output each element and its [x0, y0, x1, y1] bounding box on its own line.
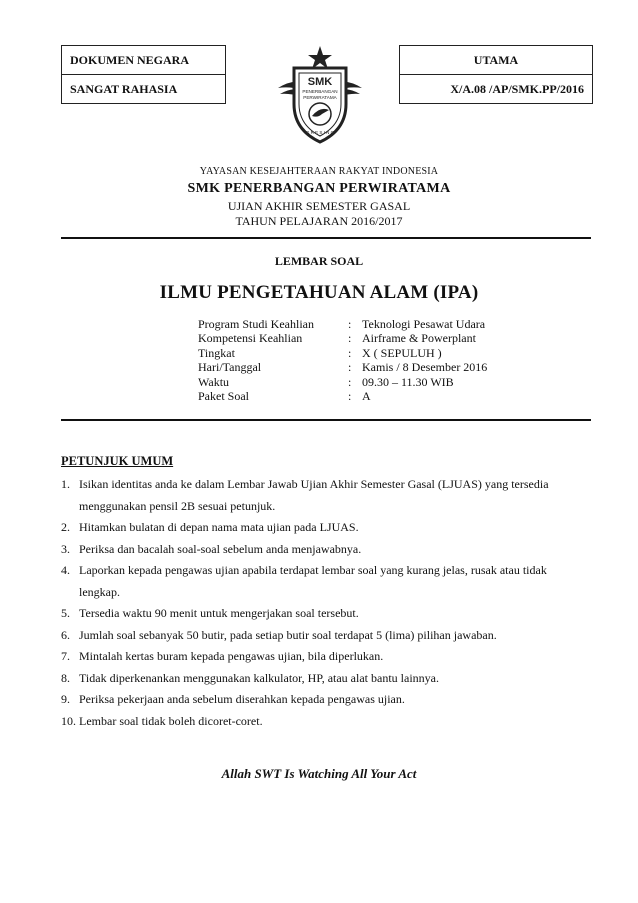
item-number: 2.	[61, 520, 70, 534]
motto: Allah SWT Is Watching All Your Act	[221, 766, 417, 781]
info-value: A	[362, 388, 371, 403]
list-item	[61, 625, 581, 647]
school-name: SMK PENERBANGAN PERWIRATAMA	[187, 181, 451, 196]
header-divider	[61, 237, 591, 239]
list-item	[61, 646, 581, 668]
svg-text:PERWIRATAMA: PERWIRATAMA	[303, 95, 337, 100]
item-text: Hitamkan bulatan di depan nama mata ujian pada LJUAS.	[79, 520, 359, 534]
info-colon: :	[348, 345, 352, 360]
list-item	[61, 603, 581, 625]
list-item	[61, 517, 581, 539]
school-emblem-icon	[272, 44, 368, 146]
item-number: 5.	[61, 606, 70, 620]
document-code-box	[399, 45, 593, 104]
info-row	[198, 360, 487, 374]
info-row	[198, 389, 487, 403]
item-text: Jumlah soal sebanyak 50 butir, pada setiap butir soal terdapat 5 (lima) pilihan jawaban.	[79, 627, 497, 642]
info-colon: :	[348, 374, 352, 389]
info-label: Tingkat	[198, 345, 235, 360]
item-number: 10.	[61, 713, 76, 728]
item-number: 1.	[61, 477, 70, 491]
info-colon: :	[348, 317, 352, 331]
svg-text:G R E S I N G: G R E S I N G	[305, 130, 335, 135]
list-item	[61, 668, 581, 690]
subject-title: ILMU PENGETAHUAN ALAM (IPA)	[159, 282, 479, 303]
exam-name: UJIAN AKHIR SEMESTER GASAL	[227, 199, 411, 213]
document-category: UTAMA	[473, 52, 519, 67]
academic-year: TAHUN PELAJARAN 2016/2017	[235, 214, 403, 228]
info-colon: :	[348, 331, 352, 346]
list-item	[61, 711, 581, 733]
document-type: DOKUMEN NEGARA	[70, 52, 189, 67]
info-value: Airframe & Powerplant	[362, 331, 476, 346]
list-item	[61, 474, 581, 517]
info-row	[198, 375, 487, 389]
info-value: 09.30 – 11.30 WIB	[362, 374, 454, 389]
list-item	[61, 539, 581, 561]
item-number: 7.	[61, 649, 70, 663]
item-number: 6.	[61, 627, 70, 642]
instructions-list	[61, 474, 581, 732]
item-number: 9.	[61, 692, 70, 706]
list-item	[61, 689, 581, 711]
item-text: Lembar soal tidak boleh dicoret-coret.	[79, 713, 263, 728]
info-colon: :	[348, 360, 352, 375]
item-number: 8.	[61, 670, 70, 685]
item-text: Tidak diperkenankan menggunakan kalkulator, HP, atau alat bantu lainnya.	[79, 670, 439, 685]
info-label: Kompetensi Keahlian	[198, 331, 303, 346]
info-value: X ( SEPULUH )	[362, 345, 442, 360]
info-row	[198, 346, 487, 360]
secrecy-level: SANGAT RAHASIA	[62, 74, 225, 103]
svg-text:PENERBANGAN: PENERBANGAN	[302, 89, 338, 94]
info-colon: :	[348, 388, 352, 403]
list-item	[61, 560, 581, 603]
item-number: 3.	[61, 541, 70, 556]
item-text: Mintalah kertas buram kepada pengawas ujian, bila diperlukan.	[79, 649, 384, 663]
info-label: Waktu	[198, 374, 230, 389]
info-label: Hari/Tanggal	[198, 360, 262, 375]
exam-info-table	[198, 317, 487, 403]
item-text: Isikan identitas anda ke dalam Lembar Jawab Ujian Akhir Semester Gasal (LJUAS) yang tersedia menggunakan pensil 2B sesuai petunjuk.	[79, 477, 549, 513]
item-text: Periksa dan bacalah soal-soal sebelum anda menjawabnya.	[79, 541, 362, 556]
item-text: Tersedia waktu 90 menit untuk mengerjakan soal tersebut.	[79, 606, 359, 620]
instructions-title: PETUNJUK UMUM	[61, 454, 174, 468]
foundation-name: YAYASAN KESEJAHTERAAN RAKYAT INDONESIA	[199, 166, 439, 177]
info-value: Teknologi Pesawat Udara	[362, 317, 486, 331]
sheet-label: LEMBAR SOAL	[274, 254, 364, 268]
info-label: Program Studi Keahlian	[198, 317, 314, 331]
svg-text:SMK: SMK	[307, 76, 333, 88]
info-row	[198, 331, 487, 345]
info-divider	[61, 419, 591, 421]
item-text: Periksa pekerjaan anda sebelum diserahkan kepada pengawas ujian.	[79, 692, 405, 706]
classification-box	[61, 45, 226, 104]
item-text: Laporkan kepada pengawas ujian apabila terdapat lembar soal yang kurang jelas, rusak atau tidak lengkap.	[79, 563, 547, 599]
info-value: Kamis / 8 Desember 2016	[362, 360, 488, 375]
info-row	[198, 317, 487, 331]
document-code: X/A.08 /AP/SMK.PP/2016	[400, 74, 592, 103]
info-label: Paket Soal	[198, 388, 249, 403]
item-number: 4.	[61, 563, 70, 577]
